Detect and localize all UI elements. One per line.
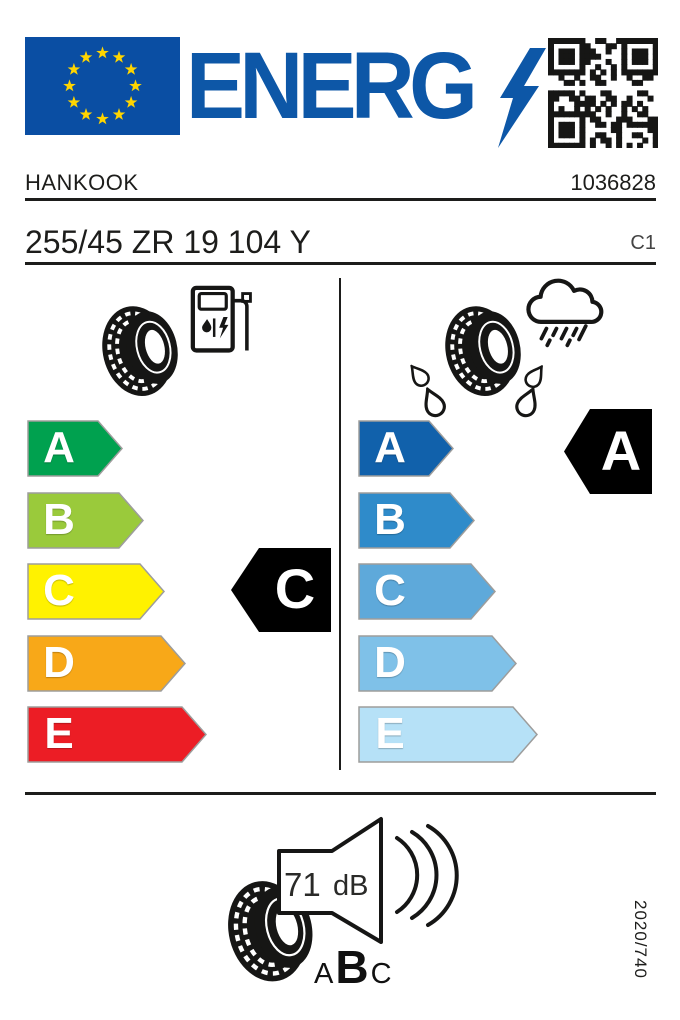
fuel-grade-c: C [27,563,166,620]
wet-grade-e: E [358,706,539,763]
wet-grip-scale [358,420,568,765]
noise-class-scale [314,940,392,994]
eu-flag [25,37,180,135]
noise-class-b-rated: B [335,941,369,993]
fuel-pump-icon [190,278,254,366]
qr-code [548,38,658,148]
divider-line [25,262,656,265]
lightning-bolt-icon [494,48,546,148]
noise-unit: dB [333,870,369,902]
fuel-grade-d: D [27,635,187,692]
divider-line [25,198,656,201]
wet-grade-c: C [358,563,497,620]
rain-cloud-icon [518,278,610,354]
noise-class-a: A [314,958,334,990]
regulation-number: 2020/740 [631,900,650,979]
wet-grade-b: B [358,492,476,549]
wet-grip-rating-arrow [563,408,653,495]
divider-vertical [339,278,341,770]
wet-grip-rating: A [600,419,642,482]
energ-logo-text: ENERG [186,33,473,139]
noise-class-c: C [370,958,392,990]
qr-code-svg [548,38,658,148]
fuel-efficiency-scale [27,420,237,765]
wet-grade-d: D [358,635,518,692]
noise-value: 71 [284,866,321,903]
tire-class: C1 [630,232,656,254]
fuel-efficiency-rating-arrow [230,547,332,633]
tire-size-designation: 255/45 ZR 19 104 Y [25,224,311,260]
type-identifier: 1036828 [570,170,656,195]
supplier-name: HANKOOK [25,170,139,195]
divider-line [25,792,656,795]
fuel-efficiency-rating: C [274,557,316,620]
fuel-grade-b: B [27,492,145,549]
fuel-grade-e: E [27,706,208,763]
tire-icon [95,290,189,410]
fuel-grade-a: A [27,420,124,477]
wet-grade-a: A [358,420,455,477]
